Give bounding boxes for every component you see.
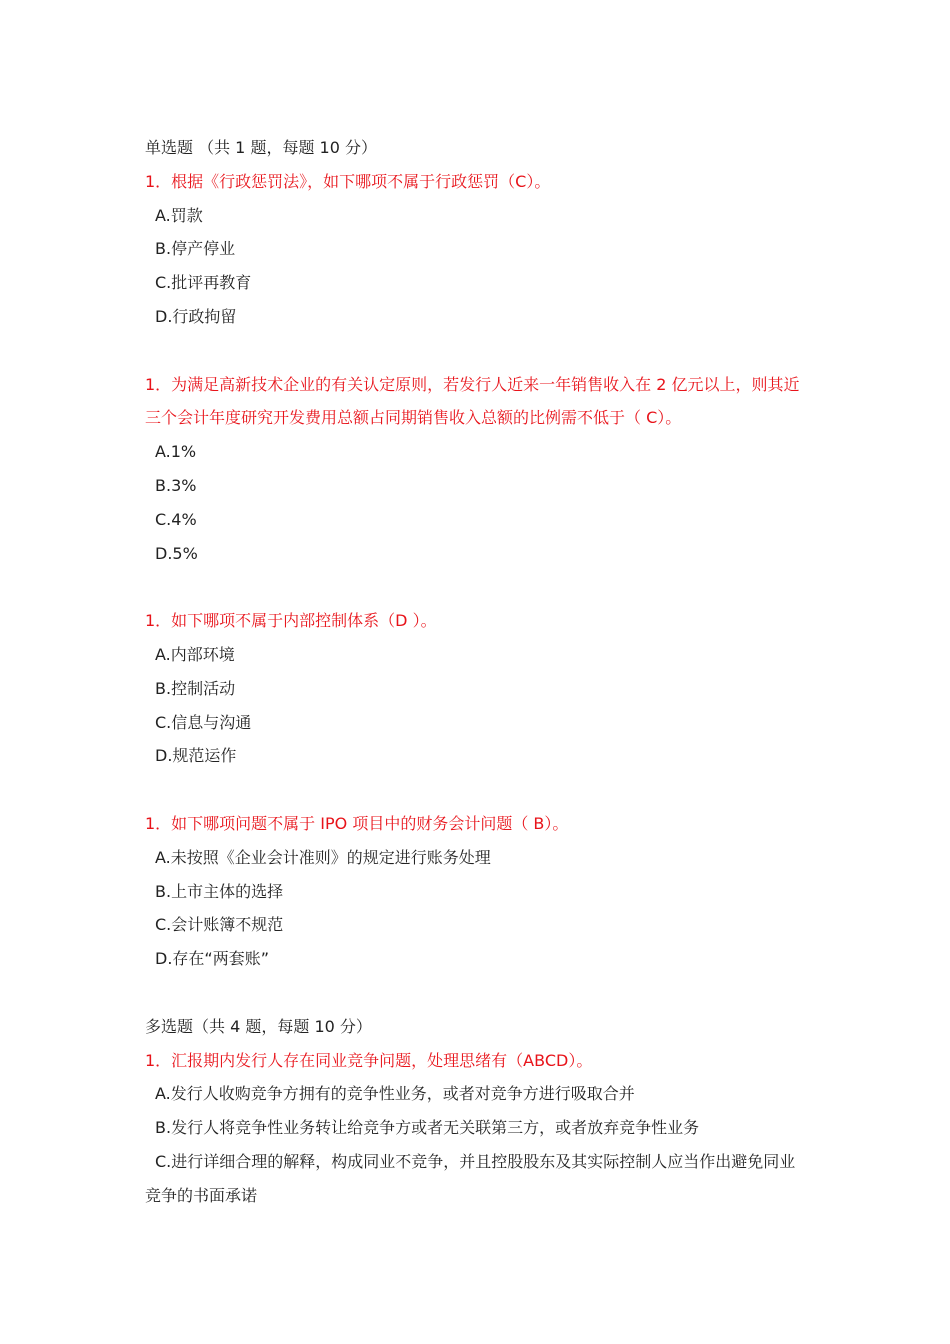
option-d: D.规范运作 [155, 746, 237, 766]
option-c: C.会计账簿不规范 [155, 915, 284, 935]
spacer [145, 334, 805, 368]
question-text: 1．根据《行政惩罚法》，如下哪项不属于行政惩罚（C）。 [145, 171, 551, 191]
option-c: C.进行详细合理的解释，构成同业不竞争，并且控股股东及其实际控制人应当作出避免同业竞争的书面承诺 [145, 1151, 796, 1205]
section-heading-multiple-choice: 多选题（共 4 题，每题 10 分） [145, 1016, 372, 1036]
option-b: B.停产停业 [155, 239, 236, 259]
option-d: D.5% [155, 543, 198, 563]
option-a: A.内部环境 [155, 644, 235, 664]
question-block [145, 368, 805, 571]
option-b: B.发行人将竞争性业务转让给竞争方或者无关联第三方，或者放弃竞争性业务 [155, 1118, 700, 1138]
spacer [145, 570, 805, 604]
question-text: 1．为满足高新技术企业的有关认定原则，若发行人近来一年销售收入在 2 亿元以上，则其近三个会计年度研究开发费用总额占同期销售收入总额的比例需不低于（ C）。 [145, 374, 800, 428]
option-b: B.控制活动 [155, 678, 236, 698]
question-block [145, 807, 805, 976]
option-d: D.存在“两套账” [155, 949, 269, 969]
option-c: C.4% [155, 509, 197, 529]
document-page [145, 131, 805, 1213]
section-heading-single-choice: 单选题 （共 1 题，每题 10 分） [145, 138, 377, 157]
question-text: 1．如下哪项不属于内部控制体系（D ）。 [145, 611, 437, 631]
spacer [145, 976, 805, 1010]
spacer [145, 773, 805, 807]
question-text: 1．如下哪项问题不属于 IPO 项目中的财务会计问题（ B）。 [145, 813, 569, 833]
question-block [145, 165, 805, 334]
option-a: A.发行人收购竞争方拥有的竞争性业务，或者对竞争方进行吸取合并 [155, 1084, 635, 1104]
question-block [145, 1044, 805, 1213]
option-b: B.上市主体的选择 [155, 881, 284, 901]
option-a: A.罚款 [155, 205, 203, 225]
option-c: C.批评再教育 [155, 273, 252, 293]
option-a: A.未按照《企业会计准则》的规定进行账务处理 [155, 847, 491, 867]
option-c: C.信息与沟通 [155, 712, 252, 732]
option-d: D.行政拘留 [155, 306, 237, 326]
option-b: B.3% [155, 475, 197, 495]
option-a: A.1% [155, 442, 197, 462]
question-text: 1．汇报期内发行人存在同业竞争问题，处理思绪有（ABCD）。 [145, 1050, 593, 1070]
question-block [145, 604, 805, 773]
